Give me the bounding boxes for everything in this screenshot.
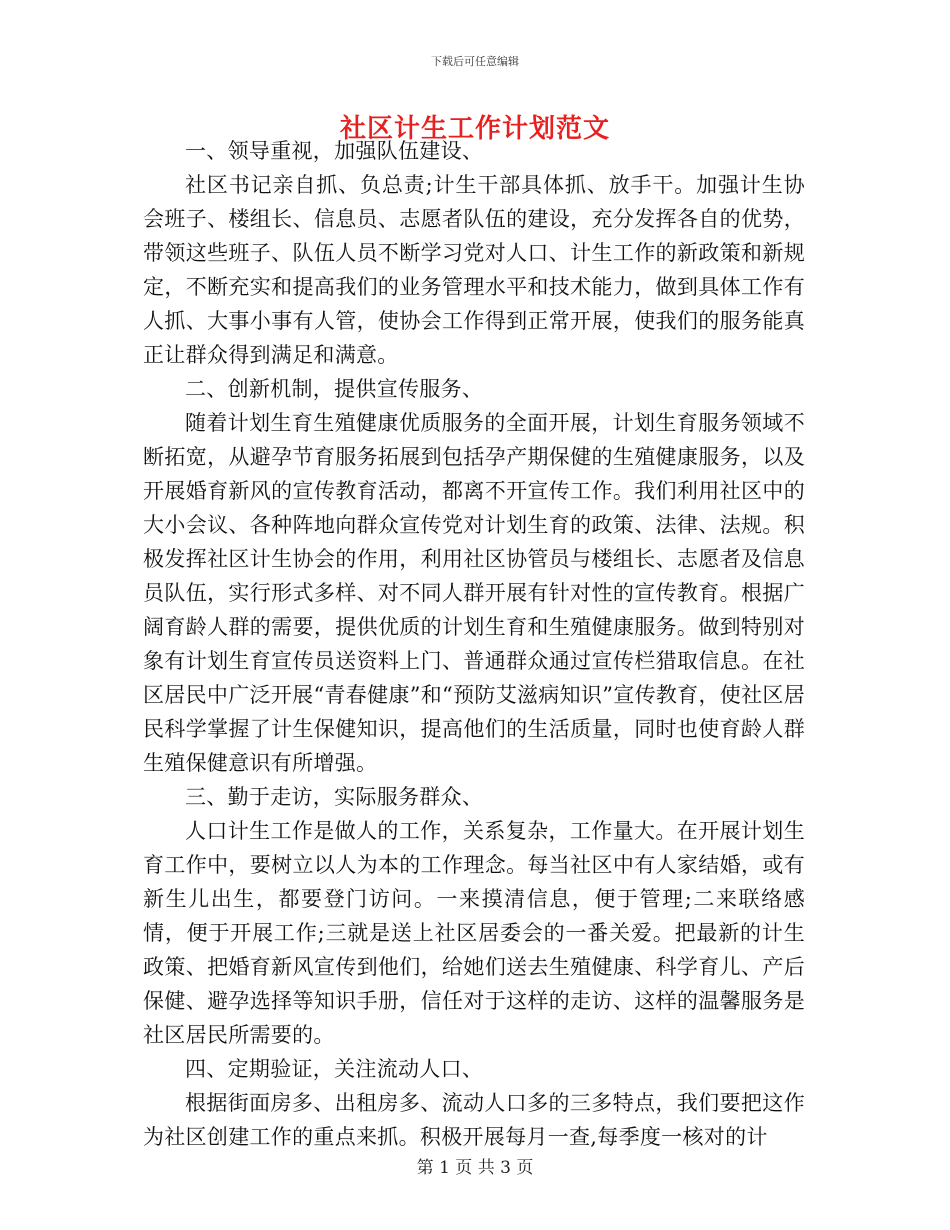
document-title: 社区计生工作计划范文 [339,114,610,144]
section-heading-1: 一、领导重视，加强队伍建设、 [185,139,484,163]
page-header-note: 下载后可任意编辑 [431,55,519,68]
document-body [143,134,805,1154]
body-paragraph-3: 人口计生工作是做人的工作，关系复杂，工作量大。在开展计划生育工作中，要树立以人为本的工作理念。每当社区中有人家结婚，或有新生儿出生，都要登门访问。一来摸清信息，便于管理;二来联络感情，便于开展工作;三就是送上社区居委会的一番关爱。把最新的计生政策、把婚育新风宣传到他们，给她们送去生殖健康、科学育儿、产后保健、避孕选择等知识手册，信任对于这样的走访、这样的温馨服务是社区居民所需要的。 [143,819,805,1047]
page-number: 第 1 页 共 3 页 [416,1158,534,1178]
body-paragraph-2: 随着计划生育生殖健康优质服务的全面开展，计划生育服务领域不断拓宽，从避孕节育服务拓展到包括孕产期保健的生殖健康服务，以及开展婚育新风的宣传教育活动，都离不开宣传工作。我们利用社区中的大小会议、各种阵地向群众宣传党对计划生育的政策、法律、法规。积极发挥社区计生协会的作用，利用社区协管员与楼组长、志愿者及信息员队伍，实行形式多样、对不同人群开展有针对性的宣传教育。根据广阔育龄人群的需要，提供优质的计划生育和生殖健康服务。做到特别对象有计划生育宣传员送资料上门、普通群众通过宣传栏猎取信息。在社区居民中广泛开展“青春健康”和“预防艾滋病知识”宣传教育，使社区居民科学掌握了计生保健知识，提高他们的生活质量，同时也使育龄人群生殖保健意识有所增强。 [143,411,805,775]
section-heading-4: 四、定期验证，关注流动人口、 [185,1057,484,1081]
body-paragraph-1: 社区书记亲自抓、负总责;计生干部具体抓、放手干。加强计生协会班子、楼组长、信息员、志愿者队伍的建设，充分发挥各自的优势，带领这些班子、队伍人员不断学习党对人口、计生工作的新政策和新规定，不断充实和提高我们的业务管理水平和技术能力，做到具体工作有人抓、大事小事有人管，使协会工作得到正常开展，使我们的服务能真正让群众得到满足和满意。 [143,173,805,367]
section-heading-3: 三、勤于走访，实际服务群众、 [185,785,484,809]
section-heading-2: 二、创新机制，提供宣传服务、 [185,377,484,401]
body-paragraph-4: 根据街面房多、出租房多、流动人口多的三多特点，我们要把这作为社区创建工作的重点来抓。积极开展每月一查,每季度一核对的计 [143,1091,805,1149]
